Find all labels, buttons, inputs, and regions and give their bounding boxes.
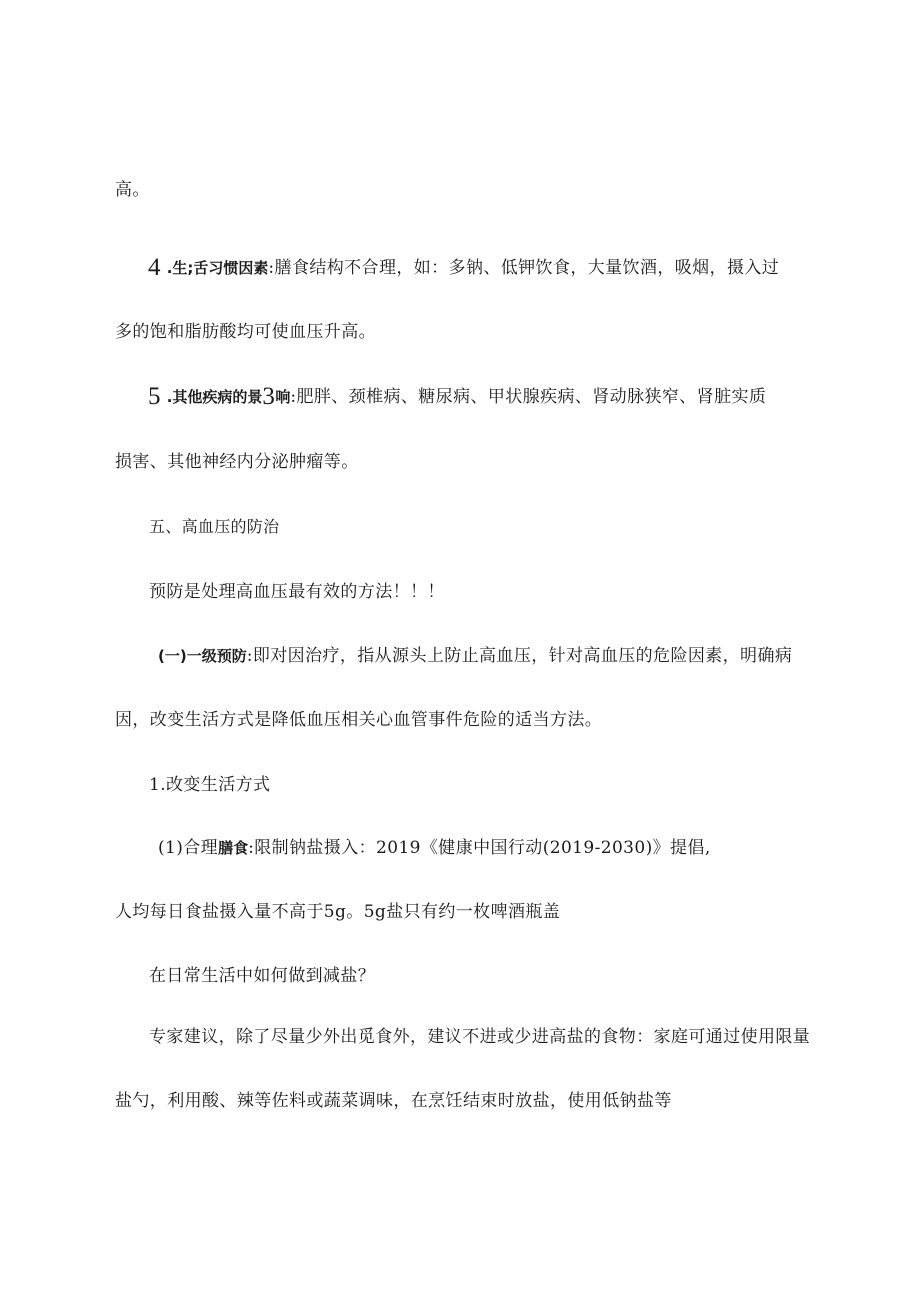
item-5-line (148, 385, 766, 409)
section-5-title: 五、高血压的防治 (149, 517, 280, 536)
item-4-text: :膳食结构不合理，如：多钠、低钾饮食，大量饮酒，吸烟，摄入过 (268, 258, 780, 278)
expert-advice-line-1: 专家建议，除了尽量少外出觅食外，建议不进或少进高盐的食物：家庭可通过使用限量 (149, 1027, 811, 1047)
diet-text: :限制钠盐摄入：2019《健康中国行动(2019-2030)》提倡, (248, 838, 711, 858)
salt-question: 在日常生活中如何做到减盐？ (149, 966, 376, 986)
item-4-label: .生;舌习惯因素 (166, 259, 269, 277)
diet-label-a: (1)合理 (158, 838, 219, 858)
primary-prevention-text: :即对因治疗，指从源头上防止高血压，针对高血压的危险因素，明确病 (246, 646, 793, 666)
item-4-number: 4 (148, 254, 161, 281)
prevention-note: 预防是处理高血压最有效的方法！！！ (149, 582, 445, 602)
item-5-label-b: 响 (275, 388, 291, 406)
item-5-continuation: 损害、其他神经内分泌肿瘤等。 (115, 452, 359, 472)
item-5-number-b: 3 (262, 383, 276, 410)
primary-prevention-continuation: 因，改变生活方式是降低血压相关心血管事件危险的适当方法。 (115, 710, 603, 730)
primary-prevention-label: (一)一级预防 (158, 647, 247, 665)
item-5-text: :肥胖、颈椎病、糖尿病、甲状腺疾病、肾动脉狭窄、肾脏实质 (290, 387, 767, 407)
item-5-label-a: .其他疾病的景 (166, 388, 263, 406)
diet-line (158, 836, 711, 860)
item-4-line (148, 256, 779, 280)
diet-continuation: 人均每日食盐摄入量不高于5g。5g盐只有约一枚啤酒瓶盖 (115, 902, 561, 922)
primary-prevention-line (158, 644, 792, 668)
diet-label-b: 膳食 (218, 839, 249, 857)
item-4-continuation: 多的饱和脂肪酸均可使血压升高。 (115, 322, 376, 342)
subsection-1-title: 1.改变生活方式 (149, 775, 271, 795)
expert-advice-line-2: 盐勺，利用酸、辣等佐料或蔬菜调味，在烹饪结束时放盐，使用低钠盐等 (115, 1091, 672, 1111)
continuation-text: 高。 (115, 180, 150, 200)
item-5-number: 5 (148, 383, 161, 410)
